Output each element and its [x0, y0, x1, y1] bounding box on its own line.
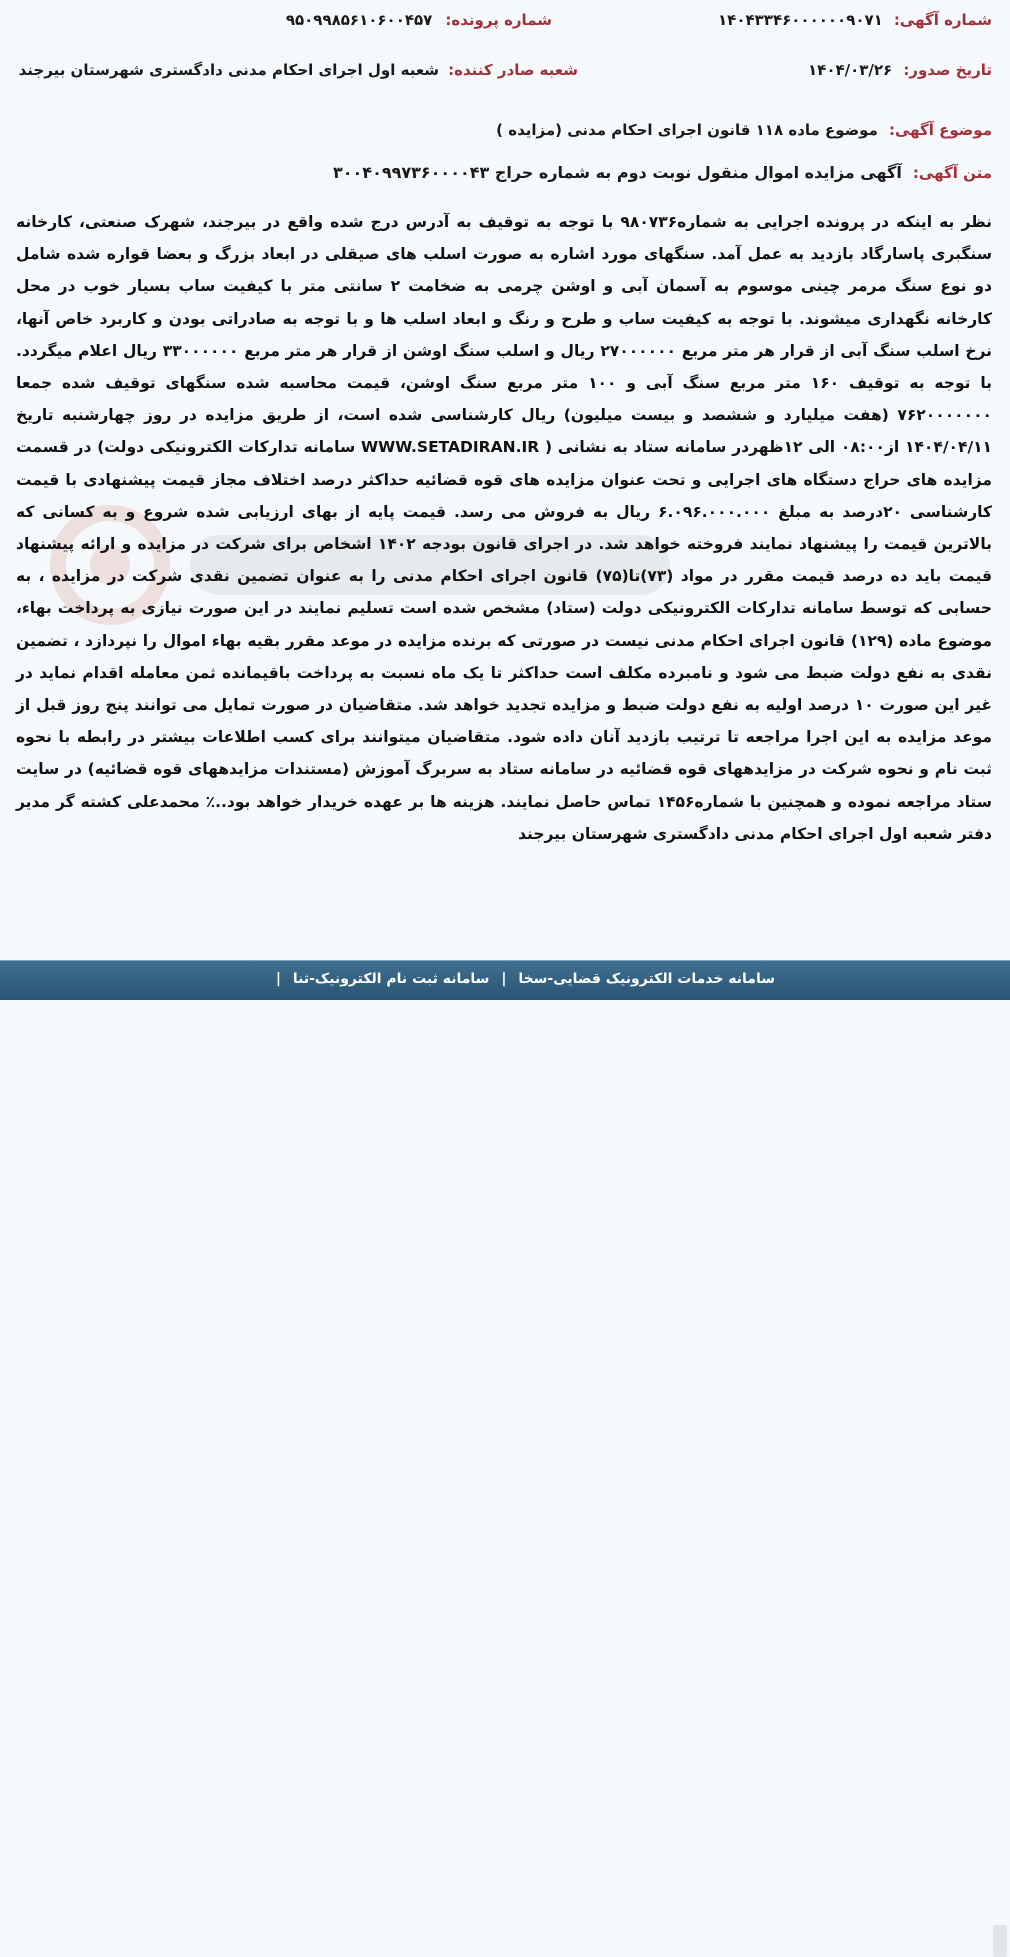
- issue-date-value: ۱۴۰۴/۰۳/۲۶: [808, 61, 893, 79]
- ad-number-label: شماره آگهی:: [893, 11, 992, 29]
- window-resize-handle[interactable]: [993, 1925, 1007, 1957]
- case-number-label: شماره پرونده:: [445, 11, 552, 29]
- ad-number-value: ۱۴۰۴۳۳۴۶۰۰۰۰۰۰۹۰۷۱: [718, 11, 883, 29]
- subject-label: موضوع آگهی:: [888, 121, 992, 139]
- footer-bar: [0, 960, 1010, 1000]
- sana-link[interactable]: سامانه ثبت نام الکترونیک-ثنا: [292, 971, 490, 987]
- sakha-link[interactable]: سامانه خدمات الکترونیک قضایی-سخا: [518, 971, 775, 987]
- ad-body-text: نظر به اینکه در پرونده اجرایی به شماره۹۸۰۷۳۶ با توجه به توقیف به آدرس درج شده واقع در بیرجند، شهرک صنعتی، کارخانه سنگبری پاسارگاد بازدید به عمل آمد. سنگهای مورد اشاره به صورت اسلب های صیقلی در ابعاد بزرگ و بعضا قواره شده شامل دو نوع سنگ مرمر چینی موسوم به آسمان آبی و اوشن چرمی به ضخامت ۲ سانتی متر با کیفیت ساب بسیار خوب در محل کارخانه نگهداری میشوند. با توجه به کیفیت ساب و طرح و رنگ و ابعاد اسلب ها و با توجه به صادراتی بودن و کاربرد خاص آنها، نرخ اسلب سنگ آبی از قرار هر متر مربع ۲۷۰۰۰۰۰۰ ریال و اسلب سنگ اوشن از قرار هر متر مربع ۳۳۰۰۰۰۰۰ ریال اعلام میگردد. با توجه به توقیف ۱۶۰ متر مربع سنگ آبی و ۱۰۰ متر مربع سنگ اوشن، قیمت محاسبه شده سنگهای توقیف شده جمعا ۷۶۲۰۰۰۰۰۰۰ (هفت میلیارد و ششصد و بیست میلیون) ریال کارشناسی شده است، از طریق مزایده در روز چهارشنبه تاریخ ۱۴۰۴/۰۴/۱۱ از۰۸:۰۰ الی ۱۲ظهردر سامانه ستاد به نشانی ( WWW.SETADIRAN.IR سامانه تدارکات الکترونیکی دولت) در قسمت مزایده های حراج دستگاه های اجرایی و تحت عنوان مزایده های قوه قضائیه حداکثر درصد اختلاف مجاز قیمت پیشنهادی با قیمت کارشناسی ۲۰درصد به مبلغ ۶.۰۹۶.۰۰۰.۰۰۰ ریال به فروش می رسد. قیمت پایه از بهای ارزیابی شده شروع و به کسانی که بالاترین قیمت را پیشنهاد نمایند فروخته خواهد شد. در اجرای قانون بودجه ۱۴۰۲ اشخاص برای شرکت در مزایده و ارائه پیشنهاد قیمت باید ده درصد قیمت مقرر در مواد (۷۳)تا(۷۵) قانون اجرای احکام مدنی را به عنوان تضمین نقدی شرکت در مزایده ، به حسابی که توسط سامانه تدارکات الکترونیکی دولت (ستاد) مشخص شده است تسلیم نمایند در این صورت نیازی به پرداخت بهاء، موضوع ماده (۱۲۹) قانون اجرای احکام مدنی نیست در صورتی که برنده مزایده در موعد مقرر بقیه بهاء اموال را نپردازد ، تضمین نقدی به نفع دولت ضبط می شود و نامبرده مکلف است حداکثر تا یک ماه نسبت به پرداخت باقیمانده ثمن معامله اقدام نماید در غیر این صورت ۱۰ درصد اولیه به نفع دولت ضبط و مزایده تجدید خواهد شد. متقاضیان در صورت تمایل می توانند پنج روز قبل از موعد مزایده به این اجرا مراجعه تا ترتیب بازدید آنان داده شود. متقاضیان میتوانند برای کسب اطلاعات بیشتر در رابطه با نحوه ثبت نام و نحوه شرکت در مزایدههای قوه قضائیه در سامانه ستاد به سربرگ آموزش (مستندات مزایدههای قوه قضائیه) در سایت ستاد مراجعه نموده و همچنین با شماره۱۴۵۶ تماس حاصل نمایند. هزینه ها بر عهده خریدار خواهد بود..٪ محمدعلی کشته گر مدیر دفتر شعبه اول اجرای احکام مدنی دادگستری شهرستان بیرجند: [16, 213, 993, 843]
- subject-row: [496, 120, 992, 139]
- issuing-branch-row: [19, 60, 578, 79]
- issue-date-row: [808, 60, 992, 79]
- case-number-value: ۹۵۰۹۹۸۵۶۱۰۶۰۰۴۵۷: [285, 11, 433, 29]
- footer-end-separator: |: [275, 971, 281, 987]
- text-title: آگهی مزایده اموال منقول نوبت دوم به شماره حراج ۳۰۰۴۰۹۹۷۳۶۰۰۰۰۴۳: [333, 163, 902, 182]
- text-title-row: [333, 163, 992, 182]
- issuing-branch-value: شعبه اول اجرای احکام مدنی دادگستری شهرستان بیرجند: [18, 61, 440, 79]
- case-number-row: [286, 10, 552, 29]
- issuing-branch-label: شعبه صادر کننده:: [448, 61, 578, 79]
- subject-value: موضوع ماده ۱۱۸ قانون اجرای احکام مدنی (مزایده ): [496, 121, 878, 139]
- text-label: متن آگهی:: [912, 164, 992, 182]
- ad-page: [0, 0, 1010, 960]
- issue-date-label: تاریخ صدور:: [903, 61, 992, 79]
- footer-separator: |: [501, 971, 507, 987]
- ad-number-row: [718, 10, 992, 29]
